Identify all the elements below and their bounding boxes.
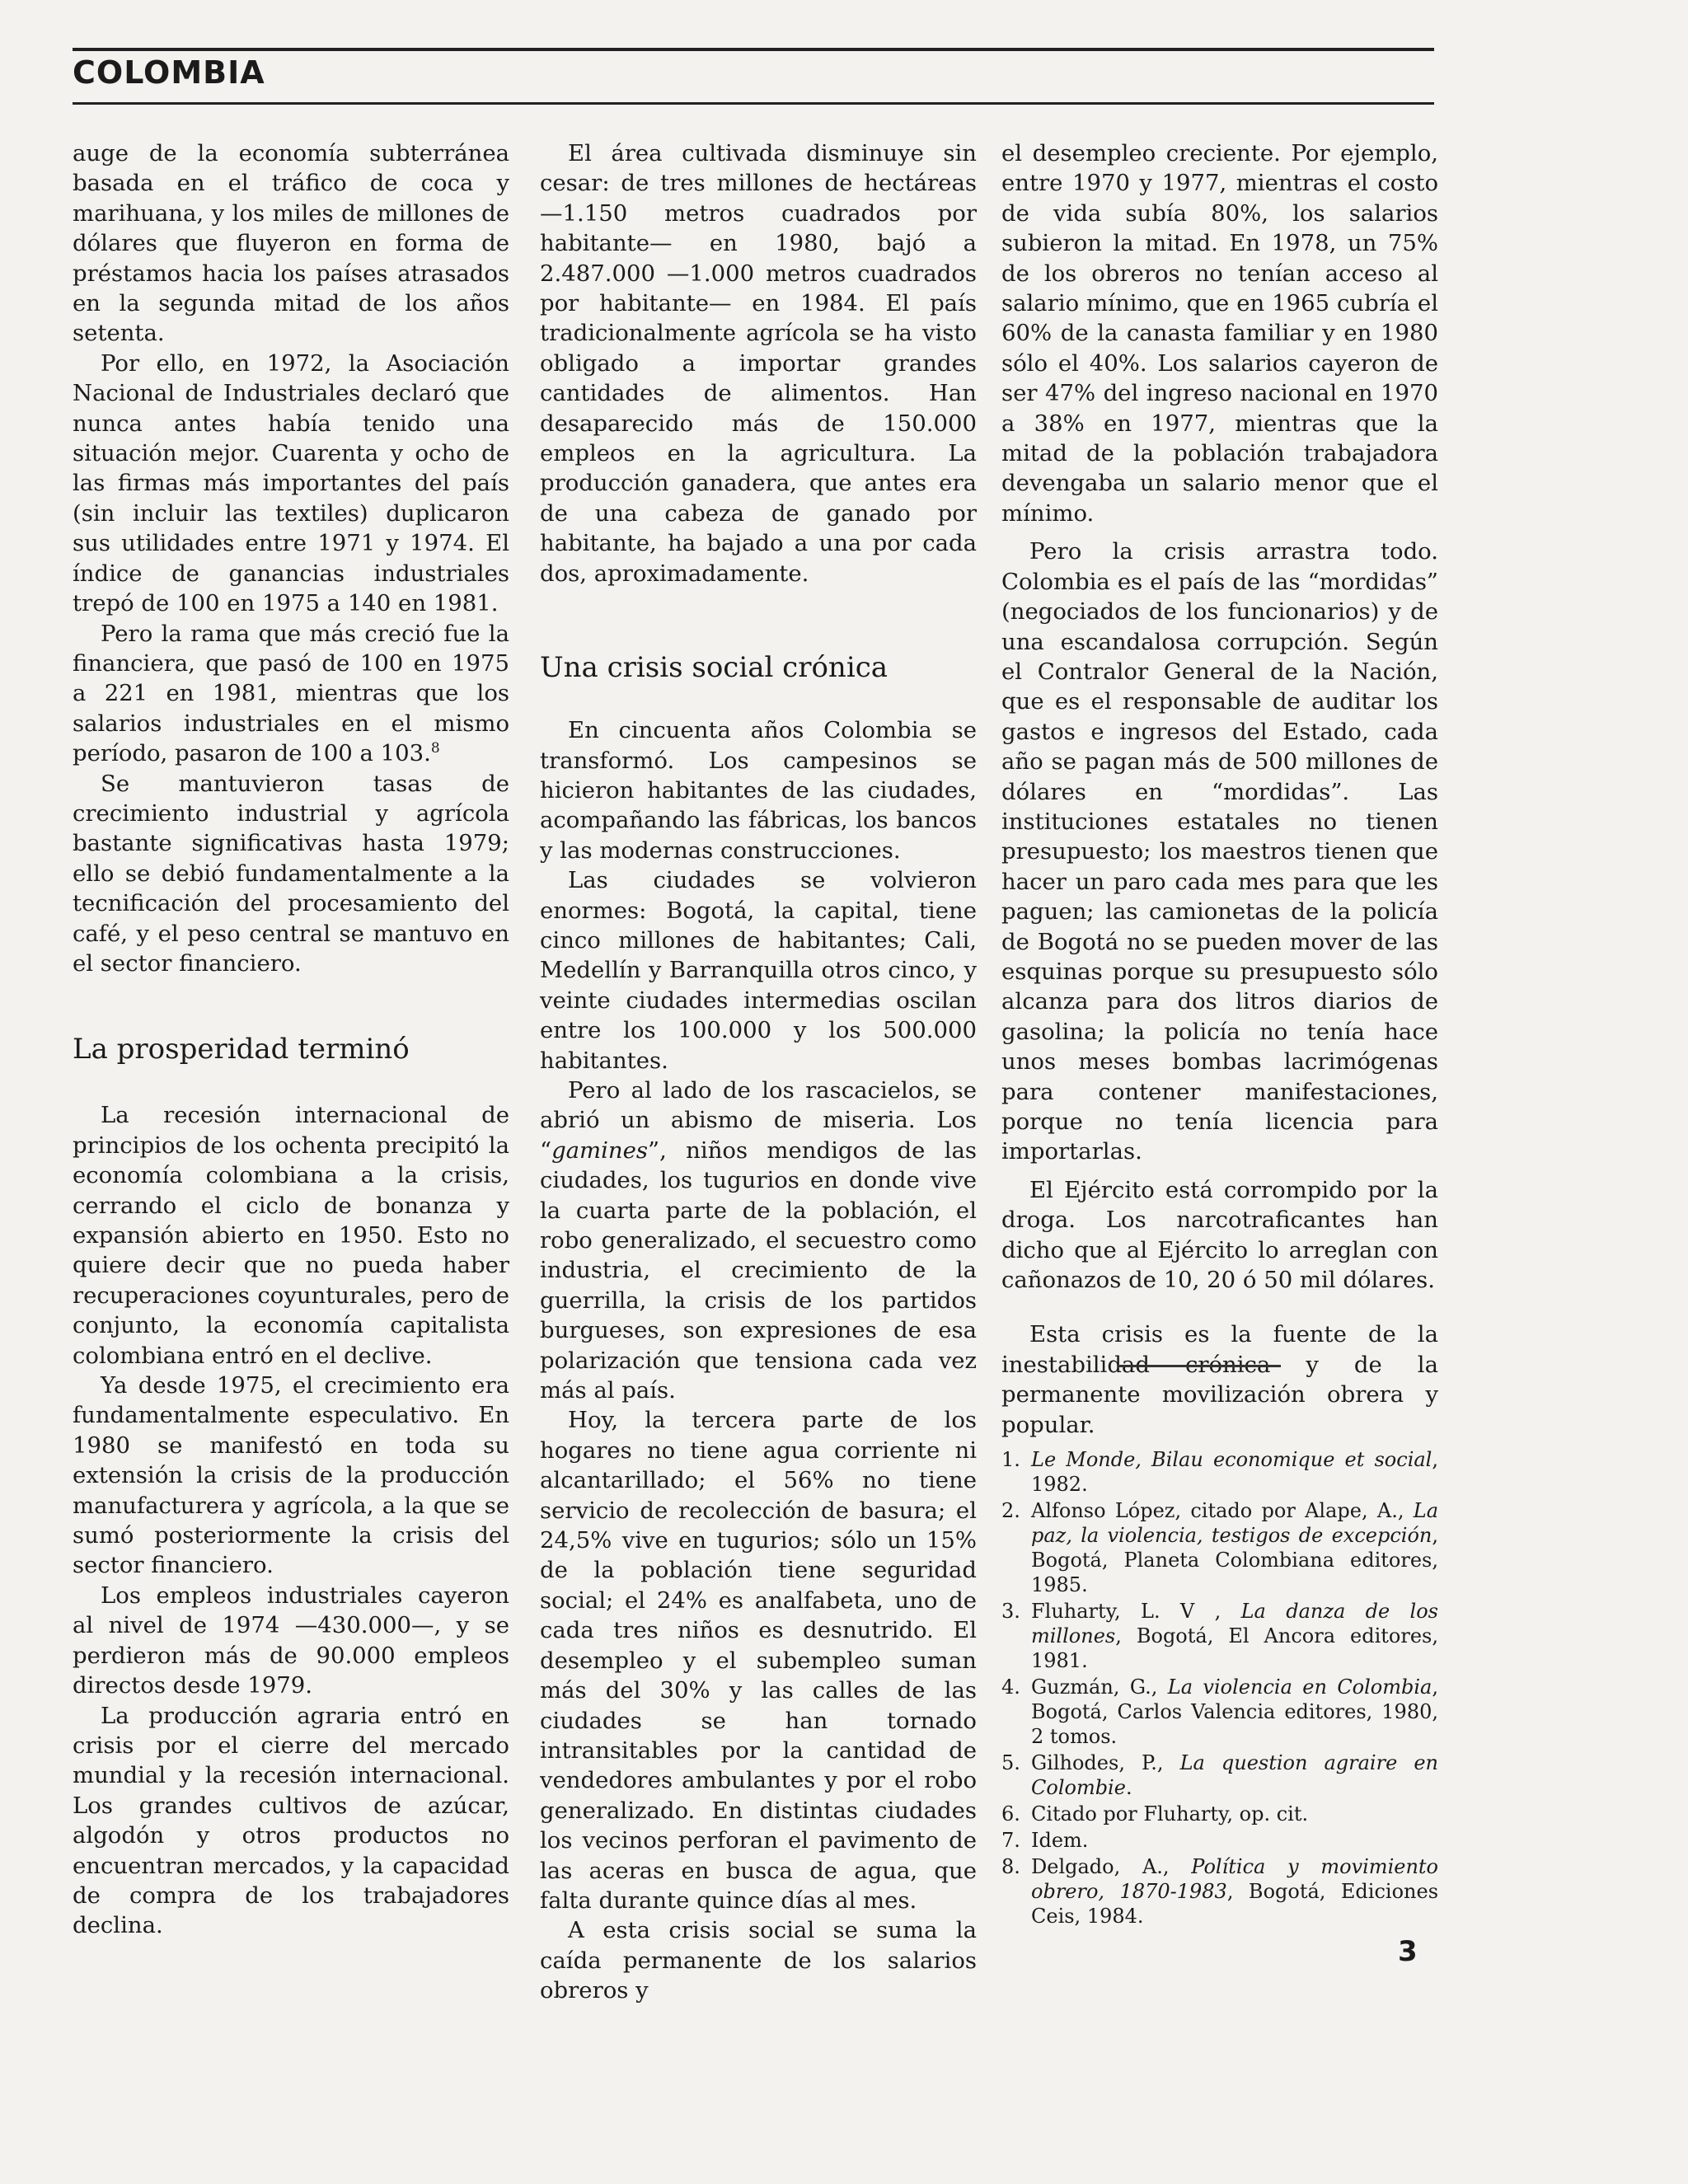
footnote-text: Alfonso López, citado por Alape, A., (1031, 1499, 1414, 1522)
paragraph: En cincuenta años Colombia se transformó. Los campesinos se hicieron habitantes de las ciudades, acompañando las fábricas, los bancos y las modernas construcciones. (540, 717, 977, 864)
footnote-title: Política y movimiento obrero, 1870-1983 (1031, 1855, 1438, 1903)
paragraph: A esta crisis social se suma la caída permanente de los salarios obreros y (540, 1917, 977, 2004)
footnote-title: La question agraire en Colombie (1031, 1751, 1438, 1799)
section-heading: Una crisis social crónica (540, 651, 889, 685)
footnote-number: 1. (1001, 1448, 1020, 1471)
footnote-text: , Bogotá, Planeta Colombiana editores, 1985. (1031, 1524, 1438, 1596)
footnote-title: La danza de los millones (1031, 1600, 1438, 1647)
paragraph: Ya desde 1975, el crecimiento era fundamentalmente especulativo. En 1980 se manifestó en toda su extensión la crisis de la producción manufacturera y agrícola, a la que se sumó posteriormente la crisis del sector financiero. (73, 1372, 509, 1579)
paragraph: Hoy, la tercera parte de los hogares no tiene agua corriente ni alcantarillado; el 56% no tiene servicio de recolección de basura; el 24,5% vive en tugurios; sólo un 15% de la población tiene seguridad social; el 24% es analfabeta, uno de cada tres niños es desnutrido. El desempleo y el subempleo suman más del 30% y las calles de las ciudades se han tornado intransitables por la cantidad de vendedores ambulantes y por el robo generalizado. En distintas ciudades los vecinos perforan el pavimento de las aceras en busca de agua, que falta durante quince días al mes. (540, 1407, 977, 1914)
paragraph: Las ciudades se volvieron enormes: Bogotá, la capital, tiene cinco millones de habitantes; Cali, Medellín y Barranquilla otros cinco, y veinte ciudades intermedias oscilan entre los 100.000 y los 500.000 habitantes. (540, 867, 977, 1074)
paragraph: La recesión internacional de principios de los ochenta precipitó la economía colombiana a la crisis, cerrando el ciclo de bonanza y expansión abierto en 1950. Esto no quiere decir que no pueda haber recuperaciones coyunturales, pero de conjunto, la economía capitalista colombiana entró en el declive. (73, 1102, 509, 1369)
footnote-ref: 8 (430, 739, 440, 757)
column-1 (73, 138, 509, 1941)
paragraph-text: ”, niños mendigos de las ciudades, los tugurios en donde vive la cuarta parte de la población, el robo generalizado, el secuestro como industria, el crecimiento de la guerrilla, la crisis de los partidos burgueses, son expresiones de esa polarización que tensiona cada vez más al país. (540, 1137, 977, 1404)
footnote-title: La violencia en Colombia (1167, 1675, 1432, 1699)
footnote-number: 3. (1001, 1600, 1020, 1623)
footnote-text: Guzmán, G., (1031, 1675, 1168, 1699)
column-2 (540, 138, 977, 2006)
column-3 (1001, 138, 1438, 1440)
paragraph: Por ello, en 1972, la Asociación Nacional de Industriales declaró que nunca antes había tenido una situación mejor. Cuarenta y ocho de las firmas más importantes del país (sin incluir las textiles) duplicaron sus utilidades entre 1971 y 1974. El índice de ganancias industriales trepó de 100 en 1975 a 140 en 1981. (73, 349, 509, 617)
footnote-text: . (1125, 1776, 1132, 1799)
paragraph: El área cultivada disminuye sin cesar: de tres millones de hectáreas —1.150 metros cuadrados por habitante— en 1980, bajó a 2.487.000 —1.000 metros cuadrados por habitante— en 1984. El país tradicionalmente agrícola se ha visto obligado a importar grandes cantidades de alimentos. Han desaparecido más de 150.000 empleos en la agricultura. La producción ganadera, que antes era de una cabeza de ganado por habitante, ha bajado a una por cada dos, aproximadamente. (540, 140, 977, 587)
paragraph: El Ejército está corrompido por la droga. Los narcotraficantes han dicho que al Ejército lo arreglan con cañonazos de 10, 20 ó 50 mil dólares. (1001, 1176, 1438, 1294)
paragraph: La producción agraria entró en crisis por el cierre del mercado mundial y la recesión internacional. Los grandes cultivos de azúcar, algodón y otros productos no encuentran mercados, y la capacidad de compra de los trabajadores declina. (73, 1702, 509, 1939)
footnote-item (1001, 1828, 1438, 1853)
section-title: COLOMBIA (73, 54, 265, 91)
paragraph (540, 1076, 977, 1405)
footnote-item (1001, 1854, 1438, 1929)
footnote-number: 2. (1001, 1499, 1020, 1522)
footnote-text: , Bogotá, Ediciones Ceis, 1984. (1031, 1880, 1439, 1928)
paragraph-text: Pero la rama que más creció fue la financiera, que pasó de 100 en 1975 a 221 en 1981, mientras que los salarios industriales en el mismo período, pasaron de 100 a 103. (73, 620, 509, 767)
footnote-number: 6. (1001, 1802, 1020, 1825)
footnote-item (1001, 1498, 1438, 1597)
footnote-text: Citado por Fluharty, op. cit. (1031, 1802, 1309, 1825)
footnote-number: 4. (1001, 1675, 1020, 1699)
footnote-item (1001, 1599, 1438, 1673)
italic-term: gamines (551, 1137, 649, 1164)
paragraph (73, 619, 509, 769)
footnote-item (1001, 1675, 1438, 1749)
footnote-text: , 1982. (1031, 1448, 1438, 1496)
footnote-number: 8. (1001, 1855, 1020, 1878)
footnote-item (1001, 1447, 1438, 1497)
footnote-title: Le Monde, Bilau economique et social (1031, 1448, 1432, 1471)
paragraph: Los empleos industriales cayeron al nivel de 1974 —430.000—, y se perdieron más de 90.000 empleos directos desde 1979. (73, 1582, 509, 1699)
paragraph-text: Pero al lado de los rascacielos, se abrió un abismo de miseria. Los “ (540, 1076, 977, 1164)
paragraph: el desempleo creciente. Por ejemplo, entre 1970 y 1977, mientras el costo de vida subía 80%, los salarios subieron la mitad. En 1978, un 75% de los obreros no tenían acceso al salario mínimo, que en 1965 cubría el 60% de la canasta familiar y en 1980 sólo el 40%. Los salarios cayeron de ser 47% del ingreso nacional en 1970 a 38% en 1977, mientras que la mitad de la población trabajadora devengaba un salario menor que el mínimo. (1001, 140, 1438, 527)
footnote-item (1001, 1750, 1438, 1800)
footnote-text: , Bogotá, Carlos Valencia editores, 1980, 2 tomos. (1031, 1675, 1439, 1748)
footnote-text: Fluharty, L. V , (1031, 1600, 1241, 1623)
footnote-title: La paz, la violencia, testigos de excepción (1031, 1499, 1438, 1547)
footnote-number: 5. (1001, 1751, 1020, 1774)
footnote-divider (1119, 1365, 1281, 1367)
footnote-text: Gilhodes, P., (1031, 1751, 1180, 1774)
section-heading: La prosperidad terminó (73, 1033, 410, 1066)
footnote-item (1001, 1802, 1438, 1826)
paragraph: Esta crisis es la fuente de la inestabilidad crónica y de la permanente movilización obrera y popular. (1001, 1321, 1438, 1438)
paragraph: auge de la economía subterránea basada en el tráfico de coca y marihuana, y los miles de millones de dólares que fluyeron en forma de préstamos hacia los países atrasados en la segunda mitad de los años setenta. (73, 140, 509, 347)
page-header (73, 48, 1434, 105)
paragraph: Se mantuvieron tasas de crecimiento industrial y agrícola bastante significativas hasta 1979; ello se debió fundamentalmente a la tecnificación del procesamiento del café, y el peso central se mantuvo en el sector financiero. (73, 770, 509, 977)
footnote-text: , Bogotá, El Ancora editores, 1981. (1031, 1624, 1438, 1672)
paragraph: Pero la crisis arrastra todo. Colombia es el país de las “mordidas” (negociados de los funcionarios) y de una escandalosa corrupción. Según el Contralor General de la Nación, que es el responsable de auditar los gastos e ingresos del Estado, cada año se pagan más de 500 millones de dólares en “mordidas”. Las instituciones estatales no tienen presupuesto; los maestros tienen que hacer un paro cada mes para que les paguen; las camionetas de la policía de Bogotá no se pueden mover de las esquinas porque su presupuesto sólo alcanza para dos litros diarios de gasolina; la policía no tenía hace unos meses bombas lacrimógenas para contener manifestaciones, porque no tenía licencia para importarlas. (1001, 538, 1438, 1165)
footnote-number: 7. (1001, 1829, 1020, 1852)
footnote-text: Delgado, A., (1031, 1855, 1192, 1878)
footnotes-list (1001, 1447, 1438, 1930)
footnote-text: Idem. (1031, 1829, 1089, 1852)
page-number: 3 (1398, 1935, 1418, 1968)
